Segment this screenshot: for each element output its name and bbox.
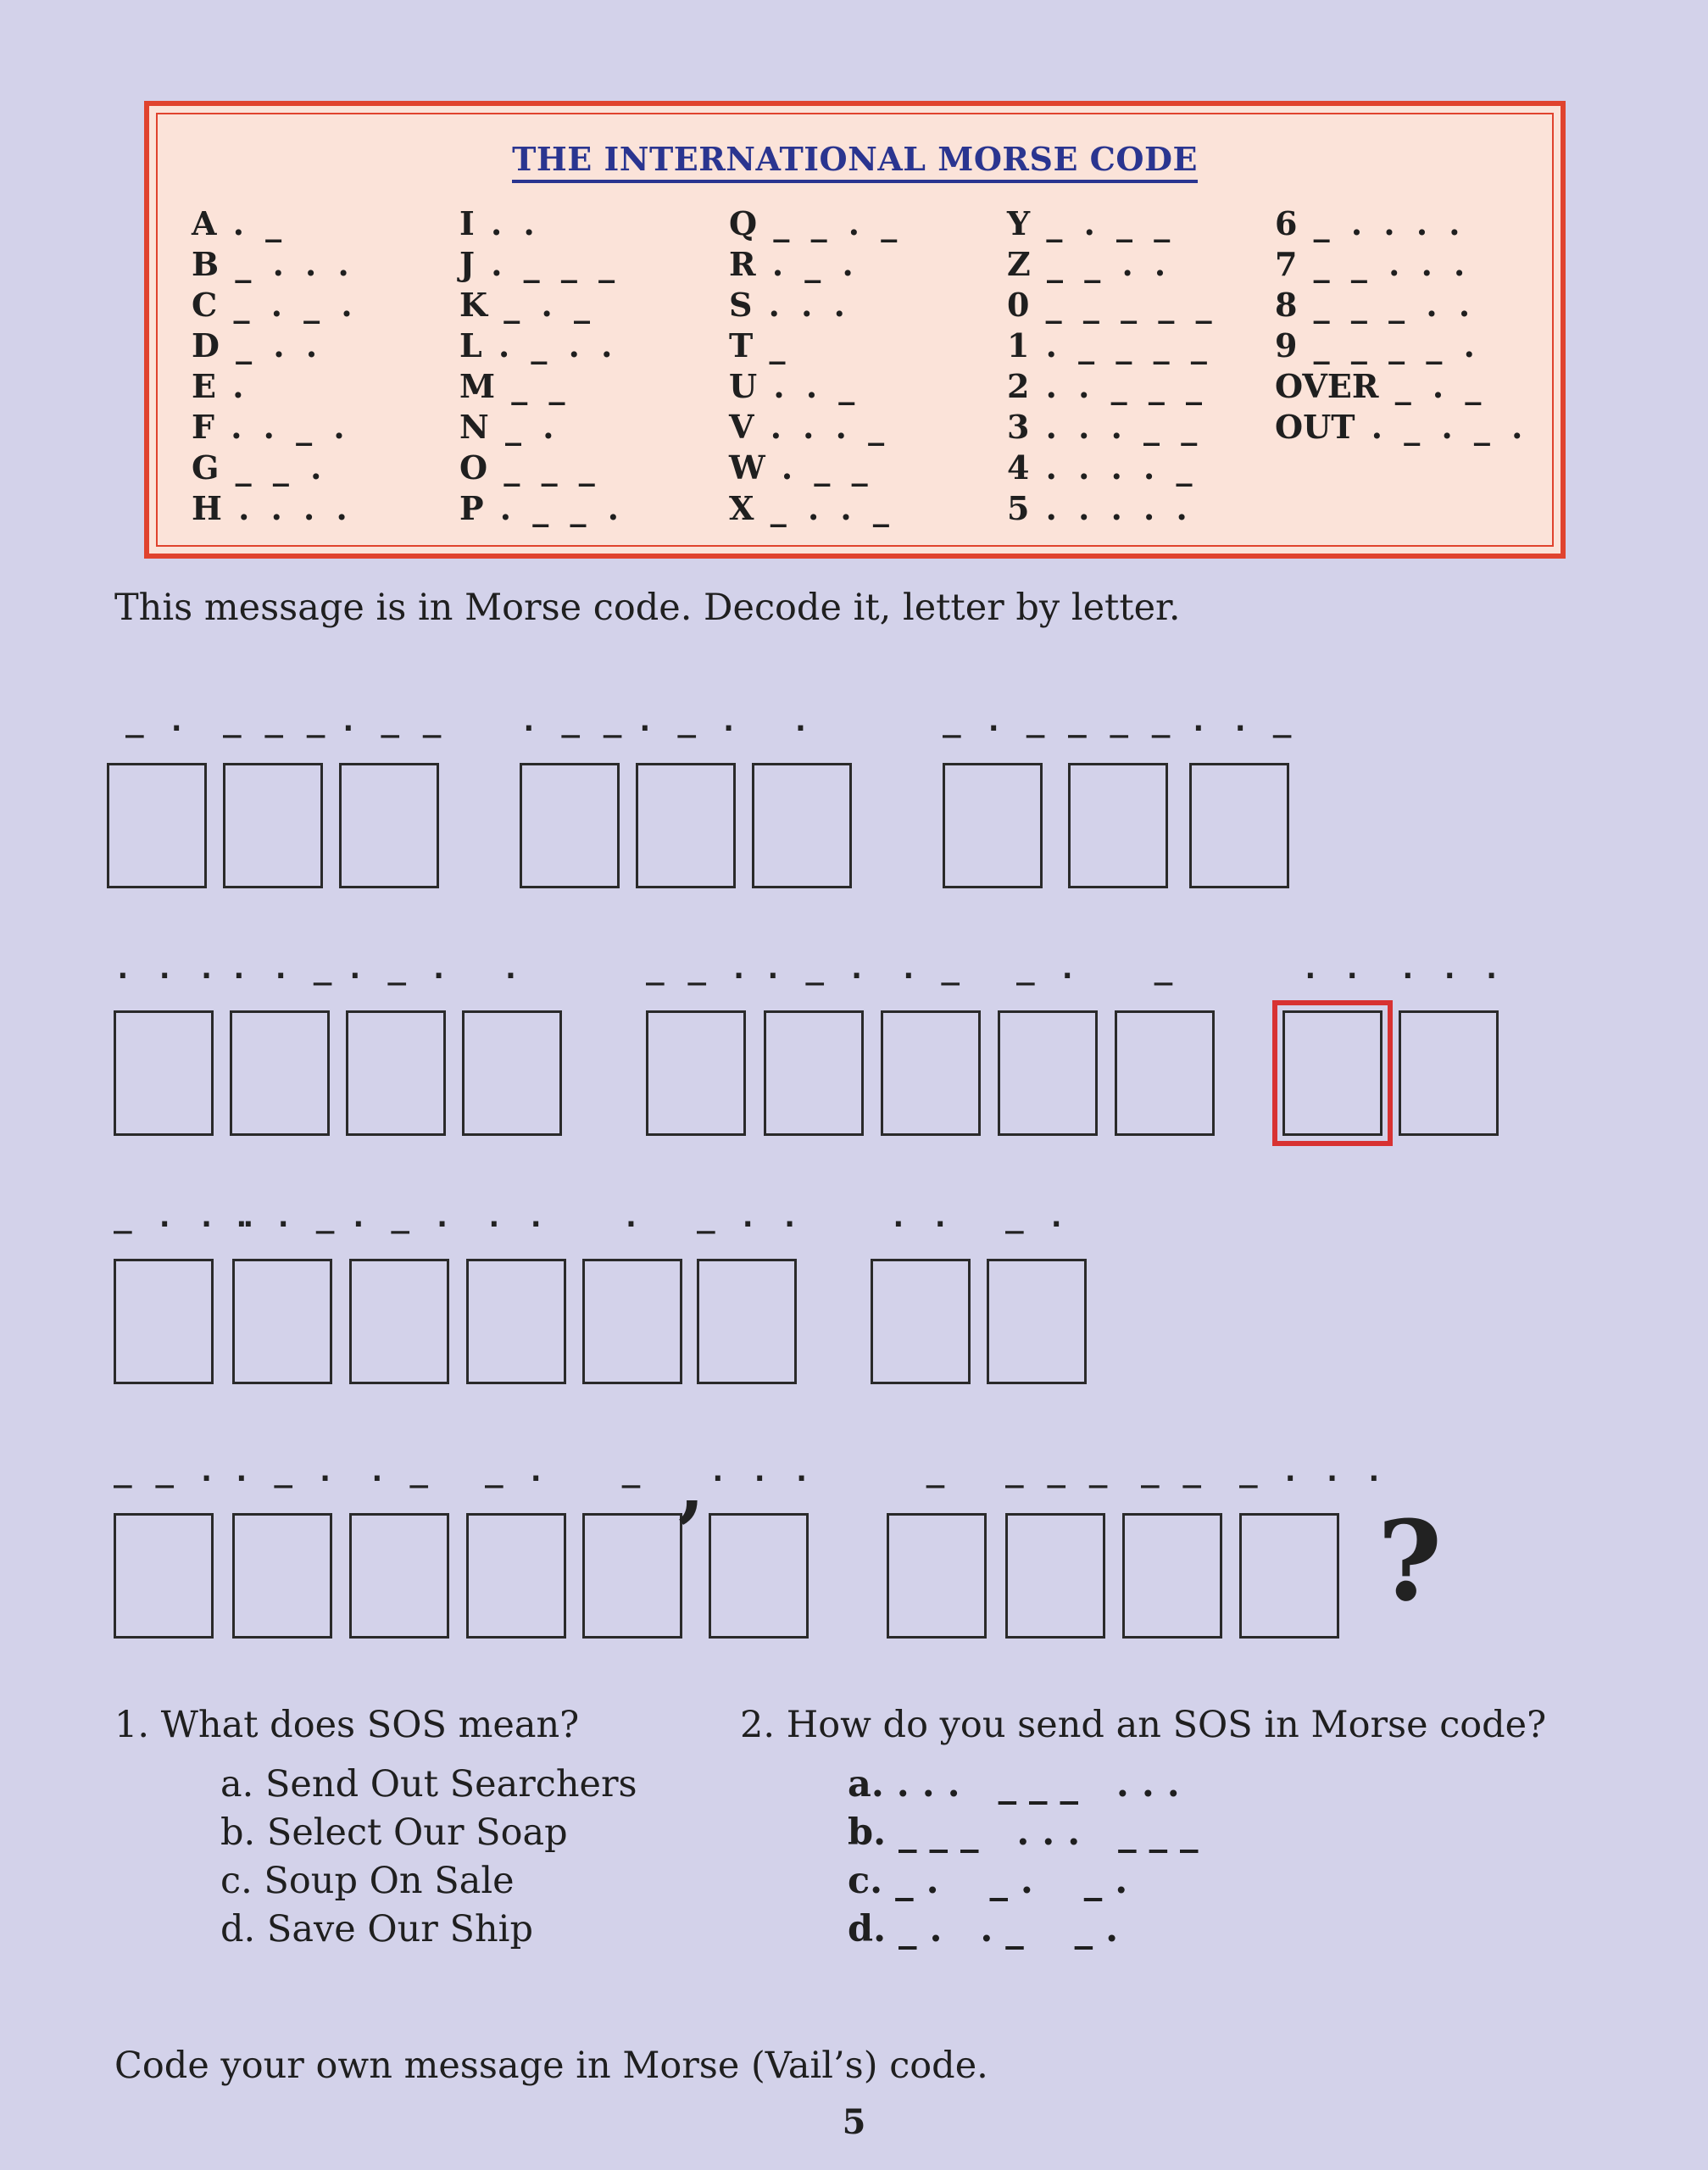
- morse-entry: [459, 407, 624, 448]
- letter-box[interactable]: [709, 1513, 809, 1639]
- morse-char: U: [729, 367, 758, 405]
- morse-symbol: _ . . .: [219, 245, 354, 283]
- morse-entry: [1007, 203, 1217, 244]
- morse-symbol: _ . _: [1378, 367, 1487, 405]
- q1-option-d[interactable]: d. Save Our Ship: [220, 1908, 533, 1950]
- morse-entry: [1275, 326, 1527, 366]
- morse-symbol: _ . .: [219, 326, 323, 364]
- morse-entry: [1007, 244, 1217, 285]
- morse-entry: [459, 326, 624, 366]
- q2-option-a[interactable]: a. . . . _ _ _ . . .: [848, 1763, 1180, 1806]
- morse-symbol: _ _ . _: [757, 204, 903, 242]
- morse-clue: . _: [899, 951, 963, 986]
- question-1: 1. What does SOS mean?: [114, 1704, 580, 1746]
- morse-char: R: [729, 245, 756, 283]
- morse-column-3: [729, 203, 902, 529]
- letter-box[interactable]: [466, 1259, 566, 1384]
- letter-box[interactable]: [339, 763, 439, 888]
- letter-box[interactable]: [1189, 763, 1289, 888]
- morse-column-1: [192, 203, 358, 529]
- morse-symbol: . _ _: [765, 448, 873, 487]
- morse-char: 2: [1007, 367, 1030, 405]
- morse-clue: _ _ _: [1005, 1454, 1110, 1488]
- morse-entry: [729, 285, 902, 326]
- morse-clue: _ .: [484, 1454, 548, 1488]
- morse-column-4: [1007, 203, 1217, 529]
- morse-entry: [192, 448, 358, 488]
- morse-char: E: [192, 367, 216, 405]
- morse-symbol: _ _ . .: [1030, 245, 1171, 283]
- letter-box[interactable]: [998, 1010, 1098, 1136]
- morse-entry: [459, 285, 624, 326]
- morse-clue: _: [926, 1454, 948, 1488]
- morse-clue: _ . .: [697, 1199, 802, 1234]
- letter-box[interactable]: [697, 1259, 797, 1384]
- morse-char: X: [729, 489, 754, 527]
- morse-symbol: . . . . .: [1029, 489, 1193, 527]
- morse-symbol: _ _ _ . .: [1297, 286, 1476, 324]
- morse-entry: [192, 326, 358, 366]
- morse-char: Y: [1007, 204, 1031, 242]
- letter-box[interactable]: [520, 763, 620, 888]
- letter-box[interactable]: [1115, 1010, 1215, 1136]
- morse-column-5: [1275, 203, 1527, 448]
- morse-clue: .: [501, 951, 523, 986]
- morse-char: 8: [1275, 286, 1298, 324]
- morse-char: F: [192, 408, 214, 446]
- table-title-text: THE INTERNATIONAL MORSE CODE: [512, 140, 1198, 183]
- footer-instruction: Code your own message in Morse (Vail’s) code.: [114, 2045, 988, 2087]
- morse-entry: [729, 366, 902, 407]
- letter-box[interactable]: [1239, 1513, 1339, 1639]
- letter-box[interactable]: [232, 1513, 332, 1639]
- morse-char: A: [192, 204, 217, 242]
- letter-box[interactable]: [752, 763, 852, 888]
- morse-clue: . .: [1300, 951, 1365, 986]
- morse-clue: _ .: [1004, 1199, 1069, 1234]
- morse-clue: . . _: [1189, 704, 1294, 738]
- morse-entry: [459, 203, 624, 244]
- morse-clue: . .: [888, 1199, 953, 1234]
- q2-option-c[interactable]: c. _ . _ . _ .: [848, 1860, 1128, 1902]
- morse-char: K: [459, 286, 488, 324]
- letter-box[interactable]: [232, 1259, 332, 1384]
- morse-symbol: _ . _: [487, 286, 595, 324]
- morse-clue: _ _ _: [1068, 704, 1173, 738]
- morse-char: N: [459, 408, 489, 446]
- letter-box[interactable]: [114, 1010, 214, 1136]
- morse-symbol: _ _ _ _ _: [1029, 286, 1217, 324]
- morse-symbol: . _ . .: [481, 326, 618, 364]
- letter-box[interactable]: [1282, 1010, 1383, 1136]
- morse-symbol: . .: [474, 204, 540, 242]
- morse-clue: . _ .: [764, 951, 869, 986]
- morse-clue: _ . _ _: [943, 704, 1089, 738]
- morse-clue: . _ .: [636, 704, 741, 738]
- morse-entry: [192, 407, 358, 448]
- morse-clue: .: [791, 704, 813, 738]
- morse-symbol: . _ _ _: [474, 245, 620, 283]
- letter-box[interactable]: [943, 763, 1043, 888]
- morse-char: Q: [729, 204, 758, 242]
- morse-entry: [1007, 488, 1217, 529]
- morse-char: V: [729, 408, 754, 446]
- morse-char: Z: [1007, 245, 1031, 283]
- morse-char: 3: [1007, 408, 1030, 446]
- morse-char: OVER: [1275, 367, 1379, 405]
- morse-char: C: [192, 286, 218, 324]
- morse-entry: [1007, 407, 1217, 448]
- morse-clue: _ . . .: [1239, 1454, 1386, 1488]
- morse-entry: [1007, 448, 1217, 488]
- letter-box[interactable]: [349, 1259, 449, 1384]
- morse-symbol: . _ _ _ _: [1029, 326, 1212, 364]
- letter-box[interactable]: [1399, 1010, 1499, 1136]
- morse-clue: . . .: [1399, 951, 1504, 986]
- morse-clue: . _ _: [520, 704, 625, 738]
- letter-box[interactable]: [346, 1010, 446, 1136]
- morse-symbol: _ . _ _: [1030, 204, 1176, 242]
- morse-entry: [1275, 203, 1527, 244]
- letter-box[interactable]: [223, 763, 323, 888]
- letter-box[interactable]: [887, 1513, 987, 1639]
- letter-box[interactable]: [466, 1513, 566, 1639]
- morse-symbol: . . . _ _: [1029, 408, 1203, 446]
- morse-clue: . . _: [232, 1199, 337, 1234]
- morse-char: O: [459, 448, 488, 487]
- letter-box[interactable]: [107, 763, 207, 888]
- morse-entry: [729, 326, 902, 366]
- morse-symbol: . . . .: [221, 489, 353, 527]
- morse-char: 6: [1275, 204, 1298, 242]
- morse-symbol: . . . . _: [1029, 448, 1198, 487]
- question-2: 2. How do you send an SOS in Morse code?: [740, 1704, 1547, 1746]
- morse-clue: . .: [484, 1199, 548, 1234]
- morse-char: 9: [1275, 326, 1298, 364]
- morse-clue: . _ .: [349, 1199, 454, 1234]
- morse-symbol: . . . _: [754, 408, 890, 446]
- morse-symbol: .: [215, 367, 249, 405]
- morse-char: B: [192, 245, 220, 283]
- morse-symbol: _ _ . . .: [1297, 245, 1471, 283]
- morse-char: 0: [1007, 286, 1030, 324]
- morse-char: H: [192, 489, 222, 527]
- morse-clue: _ _: [1140, 1454, 1205, 1488]
- morse-char: OUT: [1275, 408, 1355, 446]
- morse-symbol: _ _ .: [219, 448, 327, 487]
- letter-box[interactable]: [462, 1010, 562, 1136]
- morse-entry: [459, 244, 624, 285]
- morse-entry: [192, 203, 358, 244]
- morse-char: M: [459, 367, 496, 405]
- morse-symbol: _ . . . .: [1297, 204, 1466, 242]
- morse-clue: _: [621, 1454, 643, 1488]
- morse-entry: [192, 366, 358, 407]
- letter-box[interactable]: [1122, 1513, 1222, 1639]
- letter-box[interactable]: [636, 763, 736, 888]
- morse-entry: [1007, 285, 1217, 326]
- morse-entry: [1275, 244, 1527, 285]
- morse-symbol: _ _: [495, 367, 570, 405]
- letter-box[interactable]: [582, 1259, 682, 1384]
- comma-mark: ,: [678, 1441, 705, 1531]
- morse-clue: _ . . .: [114, 1199, 260, 1234]
- letter-box[interactable]: [987, 1259, 1087, 1384]
- morse-clue: _ .: [125, 704, 189, 738]
- letter-box[interactable]: [1005, 1513, 1105, 1639]
- letter-box[interactable]: [871, 1259, 971, 1384]
- morse-symbol: _: [753, 326, 791, 364]
- q2-option-d[interactable]: d. _ . . _ _ .: [848, 1908, 1119, 1950]
- morse-entry: [459, 366, 624, 407]
- morse-char: L: [459, 326, 482, 364]
- question-mark: ?: [1377, 1496, 1443, 1626]
- morse-symbol: . . _: [757, 367, 860, 405]
- morse-clue: _ .: [1015, 951, 1080, 986]
- letter-box[interactable]: [114, 1259, 214, 1384]
- morse-clue: _ _ _: [223, 704, 328, 738]
- morse-symbol: . _ _ .: [483, 489, 624, 527]
- morse-char: G: [192, 448, 220, 487]
- morse-char: 4: [1007, 448, 1030, 487]
- morse-symbol: _ . _ .: [217, 286, 358, 324]
- letter-box[interactable]: [114, 1513, 214, 1639]
- morse-clue: _: [1154, 951, 1176, 986]
- morse-entry: [729, 244, 902, 285]
- morse-char: S: [729, 286, 753, 324]
- morse-symbol: _ .: [488, 408, 559, 446]
- morse-symbol: _ . . _: [754, 489, 894, 527]
- letter-box[interactable]: [764, 1010, 864, 1136]
- morse-char: T: [729, 326, 754, 364]
- morse-symbol: _ _ _: [487, 448, 600, 487]
- morse-clue: . . .: [709, 1454, 814, 1488]
- morse-entry: [729, 203, 902, 244]
- decode-instruction: This message is in Morse code. Decode it, letter by letter.: [114, 587, 1181, 629]
- morse-entry: [729, 407, 902, 448]
- letter-box[interactable]: [1068, 763, 1168, 888]
- morse-char: W: [729, 448, 765, 487]
- morse-clue: _ _ .: [114, 1454, 219, 1488]
- morse-entry: [192, 488, 358, 529]
- morse-clue: . . .: [114, 951, 219, 986]
- morse-entry: [459, 448, 624, 488]
- morse-entry: [729, 448, 902, 488]
- letter-box[interactable]: [230, 1010, 330, 1136]
- letter-box[interactable]: [646, 1010, 746, 1136]
- q1-option-c[interactable]: c. Soup On Sale: [220, 1860, 515, 1902]
- morse-column-2: [459, 203, 624, 529]
- letter-box[interactable]: [582, 1513, 682, 1639]
- morse-char: 1: [1007, 326, 1030, 364]
- morse-symbol: . . _ .: [214, 408, 350, 446]
- morse-clue: .: [621, 1199, 643, 1234]
- morse-entry: [192, 244, 358, 285]
- morse-entry: [459, 488, 624, 529]
- morse-code-table: [144, 101, 1566, 559]
- morse-clue: . _ .: [346, 951, 451, 986]
- letter-box[interactable]: [349, 1513, 449, 1639]
- table-title: [149, 140, 1561, 178]
- morse-symbol: . . _ _ _: [1029, 367, 1208, 405]
- page-number: 5: [842, 2102, 866, 2142]
- morse-entry: [1275, 285, 1527, 326]
- morse-entry: [192, 285, 358, 326]
- q1-option-b[interactable]: b. Select Our Soap: [220, 1811, 568, 1854]
- morse-entry: [1275, 407, 1527, 448]
- morse-symbol: . . .: [752, 286, 850, 324]
- morse-clue: . _ .: [232, 1454, 337, 1488]
- morse-symbol: _ _ _ _ .: [1297, 326, 1480, 364]
- morse-char: 5: [1007, 489, 1030, 527]
- morse-char: P: [459, 489, 484, 527]
- morse-symbol: . _ . _ .: [1355, 408, 1528, 446]
- morse-char: 7: [1275, 245, 1298, 283]
- letter-box[interactable]: [881, 1010, 981, 1136]
- morse-char: D: [192, 326, 220, 364]
- morse-clue: . _ _: [339, 704, 444, 738]
- q2-option-b[interactable]: b. _ _ _ . . . _ _ _: [848, 1811, 1199, 1854]
- morse-symbol: . _ .: [755, 245, 859, 283]
- morse-entry: [1275, 366, 1527, 407]
- morse-clue: . . _: [230, 951, 335, 986]
- morse-clue: _ _ .: [646, 951, 751, 986]
- morse-entry: [1007, 326, 1217, 366]
- q1-option-a[interactable]: a. Send Out Searchers: [220, 1763, 637, 1806]
- morse-clue: . _: [367, 1454, 431, 1488]
- morse-char: I: [459, 204, 475, 242]
- morse-entry: [729, 488, 902, 529]
- morse-char: J: [459, 245, 475, 283]
- morse-symbol: . _: [216, 204, 287, 242]
- morse-entry: [1007, 366, 1217, 407]
